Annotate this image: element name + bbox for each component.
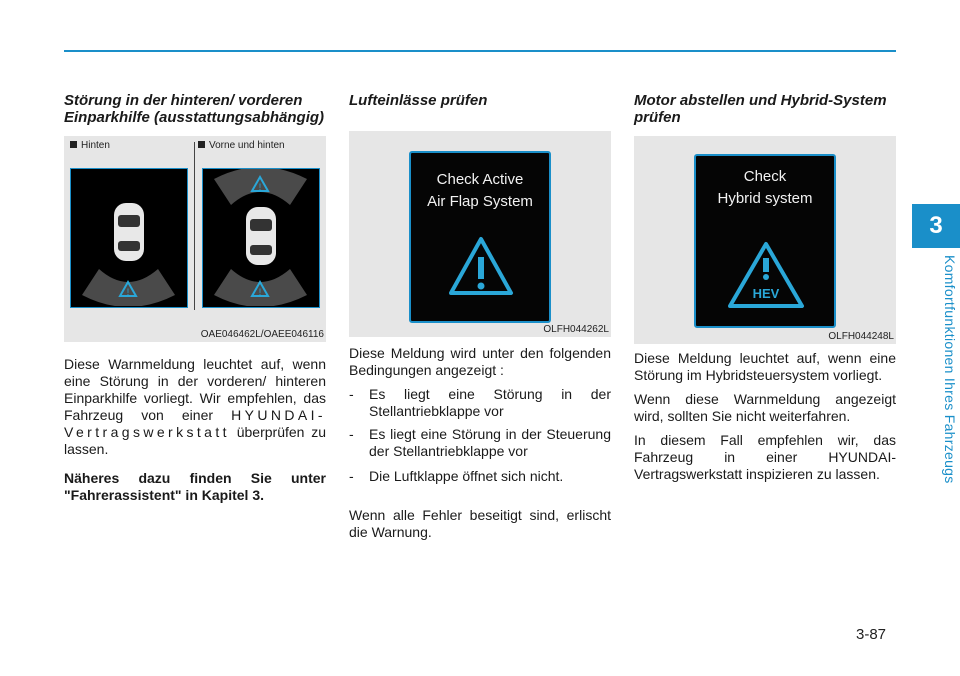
column-parking-assist [64,92,326,511]
svg-text:!: ! [258,287,262,297]
heading-parking-assist: Störung in der hinteren/ vorderen Einparkhilfe (ausstattungsabhängig) [64,92,325,126]
paragraph-parking-2: Näheres dazu finden Sie unter "Fahrerassistent" in Kapitel 3. [64,470,326,503]
figure-air-flap [349,131,611,337]
column-hybrid-system [634,92,896,490]
warning-triangle-icon [447,235,515,297]
chapter-side-label: Komfortfunktionen Ihres Fahrzeugs [942,255,958,484]
svg-text:!: ! [258,182,262,192]
figure-code: OLFH044248L [828,331,894,342]
heading-air-flap: Lufteinlässe prüfen [349,92,488,109]
list-item: - Es liegt eine Störung in der Stellantriebklappe vor [349,386,611,419]
svg-text:!: ! [126,287,130,297]
paragraph-hybrid-3: In diesem Fall empfehlen wir, das Fahrzeug in einer HYUNDAI-Vertragswerkstatt inspizieren zu lassen. [634,432,896,482]
paragraph-parking-1: Diese Warnmeldung leuchtet auf, wenn eine Störung in der vorderen/ hinteren Einparkhilfe vorliegt. Wir empfehlen, das Fahrzeug von einer HYUNDAI-Vertragswerkstatt überprüfen zu lassen. [64,356,326,457]
screen-line-1: Check Active [436,171,524,188]
chapter-number: 3 [929,212,943,239]
air-flap-screen [409,151,551,323]
list-item: - Die Luftklappe öffnet sich nicht. [349,468,564,484]
figure-parking-assist [64,136,326,342]
paragraph-air-flap-intro: Diese Meldung wird unter den folgenden Bedingungen angezeigt : [349,345,611,378]
top-rule [64,50,896,52]
page-number: 3-87 [856,626,887,643]
hybrid-screen [694,154,836,328]
screen-line-1: Check [743,168,787,185]
hev-badge: HEV [752,286,780,301]
figure-code: OAE046462L/OAEE046116 [200,329,324,340]
car-front-rear-warning-icon [203,169,318,306]
square-bullet-icon [198,141,205,148]
air-flap-conditions-list [349,386,611,485]
chapter-tab [912,204,960,248]
figure-label-rear: Hinten [70,140,110,151]
paragraph-hybrid-2: Wenn diese Warnmeldung angezeigt wird, sollten Sie nicht weiterfahren. [634,391,896,424]
car-rear-warning-icon [71,169,186,306]
screen-line-2: Air Flap System [427,193,533,210]
screen-line-2: Hybrid system [717,190,813,207]
paragraph-air-flap-outro: Wenn alle Fehler beseitigt sind, erlischt die Warnung. [349,507,611,540]
list-item: - Es liegt eine Störung in der Steuerung der Stellantriebklappe vor [349,426,611,459]
parking-panel-rear [70,168,188,308]
square-bullet-icon [70,141,77,148]
figure-code: OLFH044262L [543,324,609,335]
figure-label-front-rear: Vorne und hinten [198,140,285,151]
paragraph-hybrid-1: Diese Meldung leuchtet auf, wenn eine Störung im Hybridsteuersystem vorliegt. [634,350,896,383]
column-air-flap [349,92,611,548]
heading-hybrid-system: Motor abstellen und Hybrid-System prüfen [634,92,887,126]
figure-divider [194,142,195,310]
figure-hybrid-system [634,136,896,344]
parking-panel-front-rear [202,168,320,308]
